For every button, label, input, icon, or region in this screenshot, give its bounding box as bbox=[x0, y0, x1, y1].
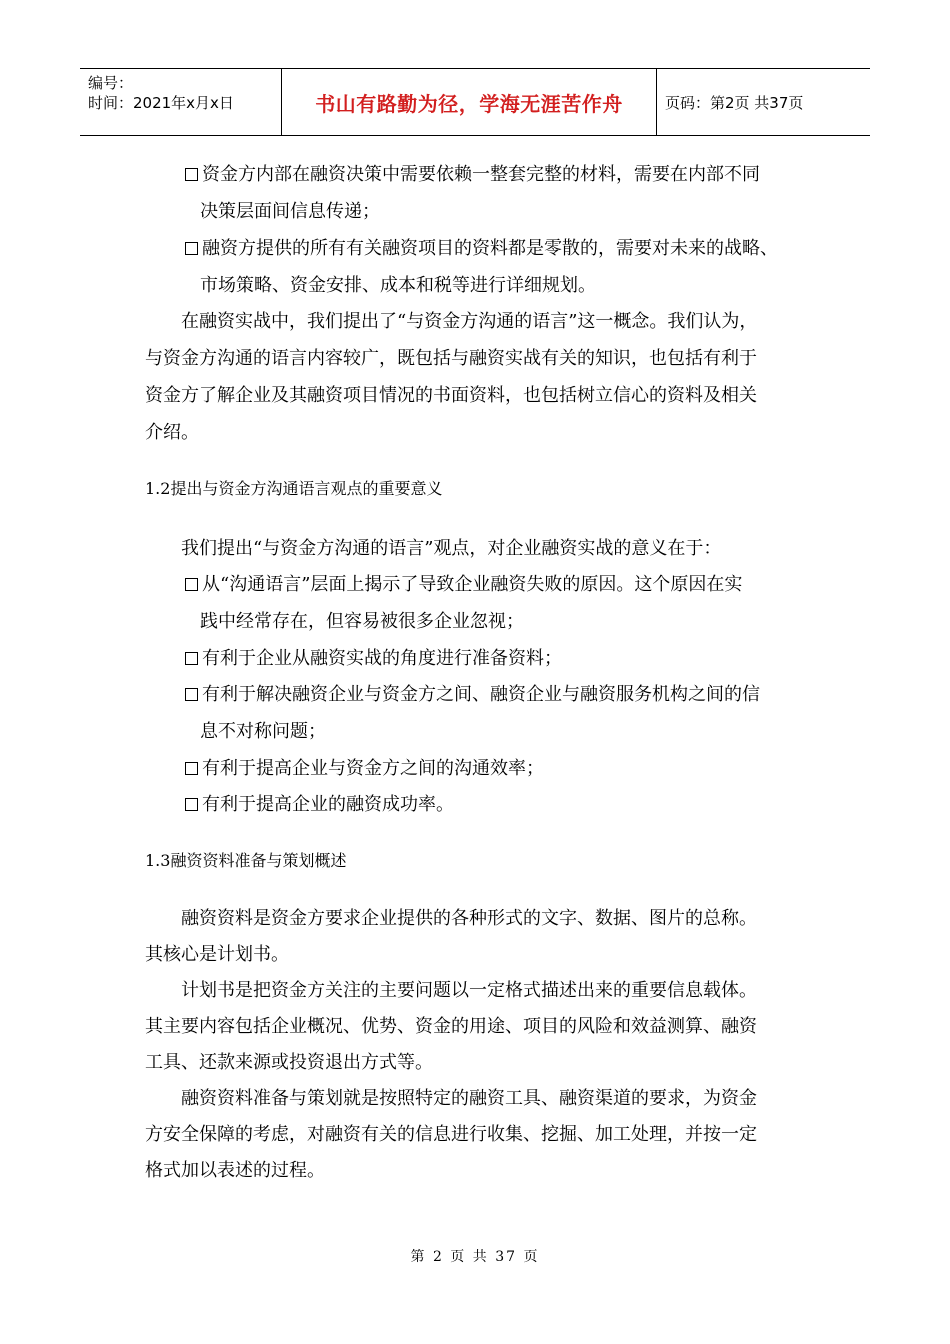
bullet-item: 融资方提供的所有有关融资项目的资料都是零散的，需要对未来的战略、 bbox=[185, 234, 778, 260]
paragraph-line: 工具、还款来源或投资退出方式等。 bbox=[145, 1052, 433, 1073]
paragraph-line: 方安全保障的考虑，对融资有关的信息进行收集、挖掘、加工处理，并按一定 bbox=[145, 1124, 757, 1145]
number-label: 编号： bbox=[88, 74, 134, 92]
paragraph-line: 其核心是计划书。 bbox=[145, 944, 289, 965]
paragraph-line: 我们提出“与资金方沟通的语言”观点，对企业融资实战的意义在于： bbox=[181, 538, 722, 559]
checkbox-icon bbox=[185, 652, 198, 665]
bullet-item: 从“沟通语言”层面上揭示了导致企业融资失败的原因。这个原因在实 bbox=[185, 570, 742, 596]
checkbox-icon bbox=[185, 798, 198, 811]
header-meta bbox=[80, 69, 282, 135]
page-header bbox=[80, 68, 870, 136]
bullet-item: 有利于提高企业的融资成功率。 bbox=[185, 790, 454, 816]
paragraph-line: 资金方了解企业及其融资项目情况的书面资料，也包括树立信心的资料及相关 bbox=[145, 385, 757, 406]
paragraph-line: 在融资实战中，我们提出了“与资金方沟通的语言”这一概念。我们认为， bbox=[181, 311, 758, 332]
bullet-item: 有利于解决融资企业与资金方之间、融资企业与融资服务机构之间的信 bbox=[185, 680, 760, 706]
checkbox-icon bbox=[185, 762, 198, 775]
paragraph-line: 介绍。 bbox=[145, 422, 199, 443]
bullet-item: 资金方内部在融资决策中需要依赖一整套完整的材料，需要在内部不同 bbox=[185, 160, 760, 186]
time-label: 时间：2021年x月x日 bbox=[88, 94, 234, 112]
paragraph-line: 融资资料准备与策划就是按照特定的融资工具、融资渠道的要求，为资金 bbox=[181, 1088, 757, 1109]
bullet-item: 有利于提高企业与资金方之间的沟通效率； bbox=[185, 754, 544, 780]
checkbox-icon bbox=[185, 578, 198, 591]
checkbox-icon bbox=[185, 242, 198, 255]
page-footer: 第 2 页 共 37 页 bbox=[410, 1249, 540, 1265]
section-heading-1-3: 1.3融资资料准备与策划概述 bbox=[145, 851, 347, 870]
checkbox-icon bbox=[185, 688, 198, 701]
paragraph-line: 融资资料是资金方要求企业提供的各种形式的文字、数据、图片的总称。 bbox=[181, 908, 757, 929]
bullet-continuation: 践中经常存在，但容易被很多企业忽视； bbox=[200, 611, 524, 632]
paragraph-line: 与资金方沟通的语言内容较广，既包括与融资实战有关的知识，也包括有利于 bbox=[145, 348, 757, 369]
header-motto: 书山有路勤为径，学海无涯苦作舟 bbox=[315, 91, 623, 116]
paragraph-line: 计划书是把资金方关注的主要问题以一定格式描述出来的重要信息载体。 bbox=[181, 980, 757, 1001]
bullet-continuation: 息不对称问题； bbox=[200, 721, 326, 742]
checkbox-icon bbox=[185, 168, 198, 181]
bullet-continuation: 市场策略、资金安排、成本和税等进行详细规划。 bbox=[200, 275, 596, 296]
section-heading-1-2: 1.2提出与资金方沟通语言观点的重要意义 bbox=[145, 479, 443, 498]
paragraph-line: 其主要内容包括企业概况、优势、资金的用途、项目的风险和效益测算、融资 bbox=[145, 1016, 757, 1037]
paragraph-line: 格式加以表述的过程。 bbox=[145, 1160, 325, 1181]
bullet-continuation: 决策层面间信息传递； bbox=[200, 201, 380, 222]
header-motto-cell bbox=[282, 69, 657, 135]
header-page-info: 页码：第2页 共37页 bbox=[665, 93, 804, 112]
bullet-item: 有利于企业从融资实战的角度进行准备资料； bbox=[185, 644, 562, 670]
